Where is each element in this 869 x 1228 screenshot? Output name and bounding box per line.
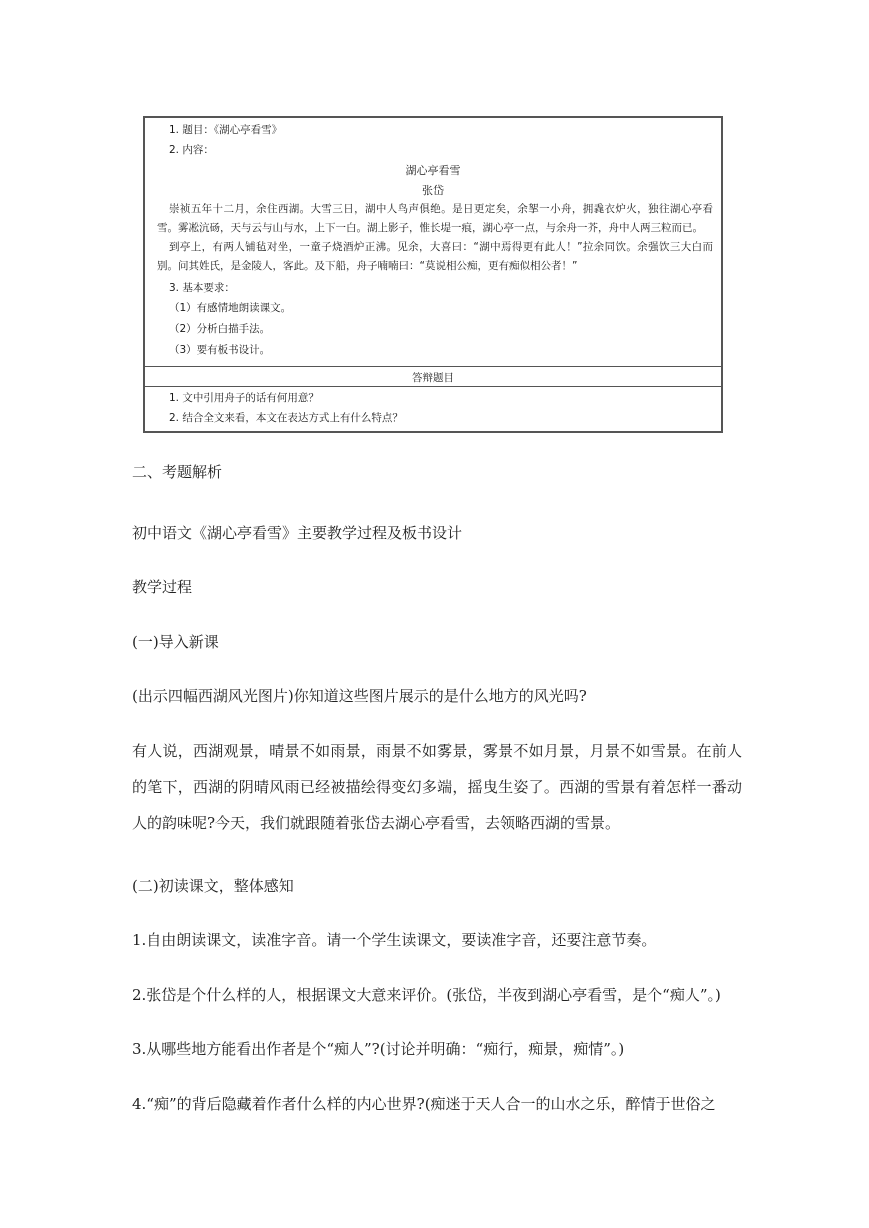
requirement-2: （2）分析白描手法。: [169, 323, 271, 335]
article-paragraph-1: 崇祯五年十二月，余住西湖。大雪三日，湖中人鸟声俱绝。是日更定矣，余挐一小舟，拥毳衣炉火，独往湖心亭看雪。雾凇沆砀，天与云与山与水，上下一白。湖上影子，惟长堤一痕，湖心亭一点，与余舟一芥，舟中人两三粒而已。: [157, 203, 713, 234]
article-author: 张岱: [422, 184, 444, 197]
divider: [145, 386, 721, 387]
list-item: 4.“痴”的背后隐藏着作者什么样的内心世界?(痴迷于天人合一的山水之乐，醉情于世俗之: [132, 1095, 716, 1113]
list-item: 1.自由朗读课文，读准字音。请一个学生读课文，要读准字音，还要注意节奏。: [132, 931, 657, 949]
section-heading: 二、考题解析: [132, 463, 223, 481]
article-title: 湖心亭看雪: [405, 164, 461, 177]
lesson-subtitle: 初中语文《湖心亭看雪》主要教学过程及板书设计: [132, 524, 463, 542]
defense-question-1: 1. 文中引用舟子的话有何用意？: [169, 392, 319, 404]
requirement-3: （3）要有板书设计。: [169, 344, 271, 356]
list-item: 2.张岱是个什么样的人，根据课文大意来评价。(张岱，半夜到湖心亭看雪，是个“痴人”。): [132, 986, 721, 1004]
step1-heading: (一)导入新课: [132, 633, 219, 651]
process-heading: 教学过程: [132, 578, 193, 596]
requirement-1: （1）有感情地朗读课文。: [169, 302, 292, 314]
question-title: 1. 题目：《湖心亭看雪》: [169, 124, 283, 136]
step1-paragraph-2: 有人说，西湖观景，晴景不如雨景，雨景不如雾景，雾景不如月景，月景不如雪景。在前人的笔下，西湖的阴晴风雨已经被描绘得变幻多端，摇曳生姿了。西湖的雪景有着怎样一番动人的韵味呢?今天，我们就跟随着张岱去湖心亭看雪，去领略西湖的雪景。: [132, 742, 742, 832]
divider: [145, 366, 721, 367]
article-paragraph-2: 到亭上，有两人铺毡对坐，一童子烧酒炉正沸。见余，大喜曰：“湖中焉得更有此人！”拉余同饮。余强饮三大白而别。问其姓氏，是金陵人，客此。及下船，舟子喃喃曰：“莫说相公痴，更有痴似相公者！”: [157, 241, 713, 272]
step1-paragraph-1: (出示四幅西湖风光图片)你知道这些图片展示的是什么地方的风光吗?: [132, 687, 587, 705]
requirements-label: 3. 基本要求：: [169, 282, 235, 294]
defense-header: 答辩题目: [412, 372, 454, 384]
step2-heading: (二)初读课文，整体感知: [132, 877, 294, 895]
exam-question-box: [143, 116, 723, 433]
defense-question-2: 2. 结合全文来看，本文在表达方式上有什么特点？: [169, 412, 403, 424]
content-label: 2. 内容：: [169, 144, 214, 156]
list-item: 3.从哪些地方能看出作者是个“痴人”?(讨论并明确：“痴行，痴景，痴情”。): [132, 1040, 625, 1058]
